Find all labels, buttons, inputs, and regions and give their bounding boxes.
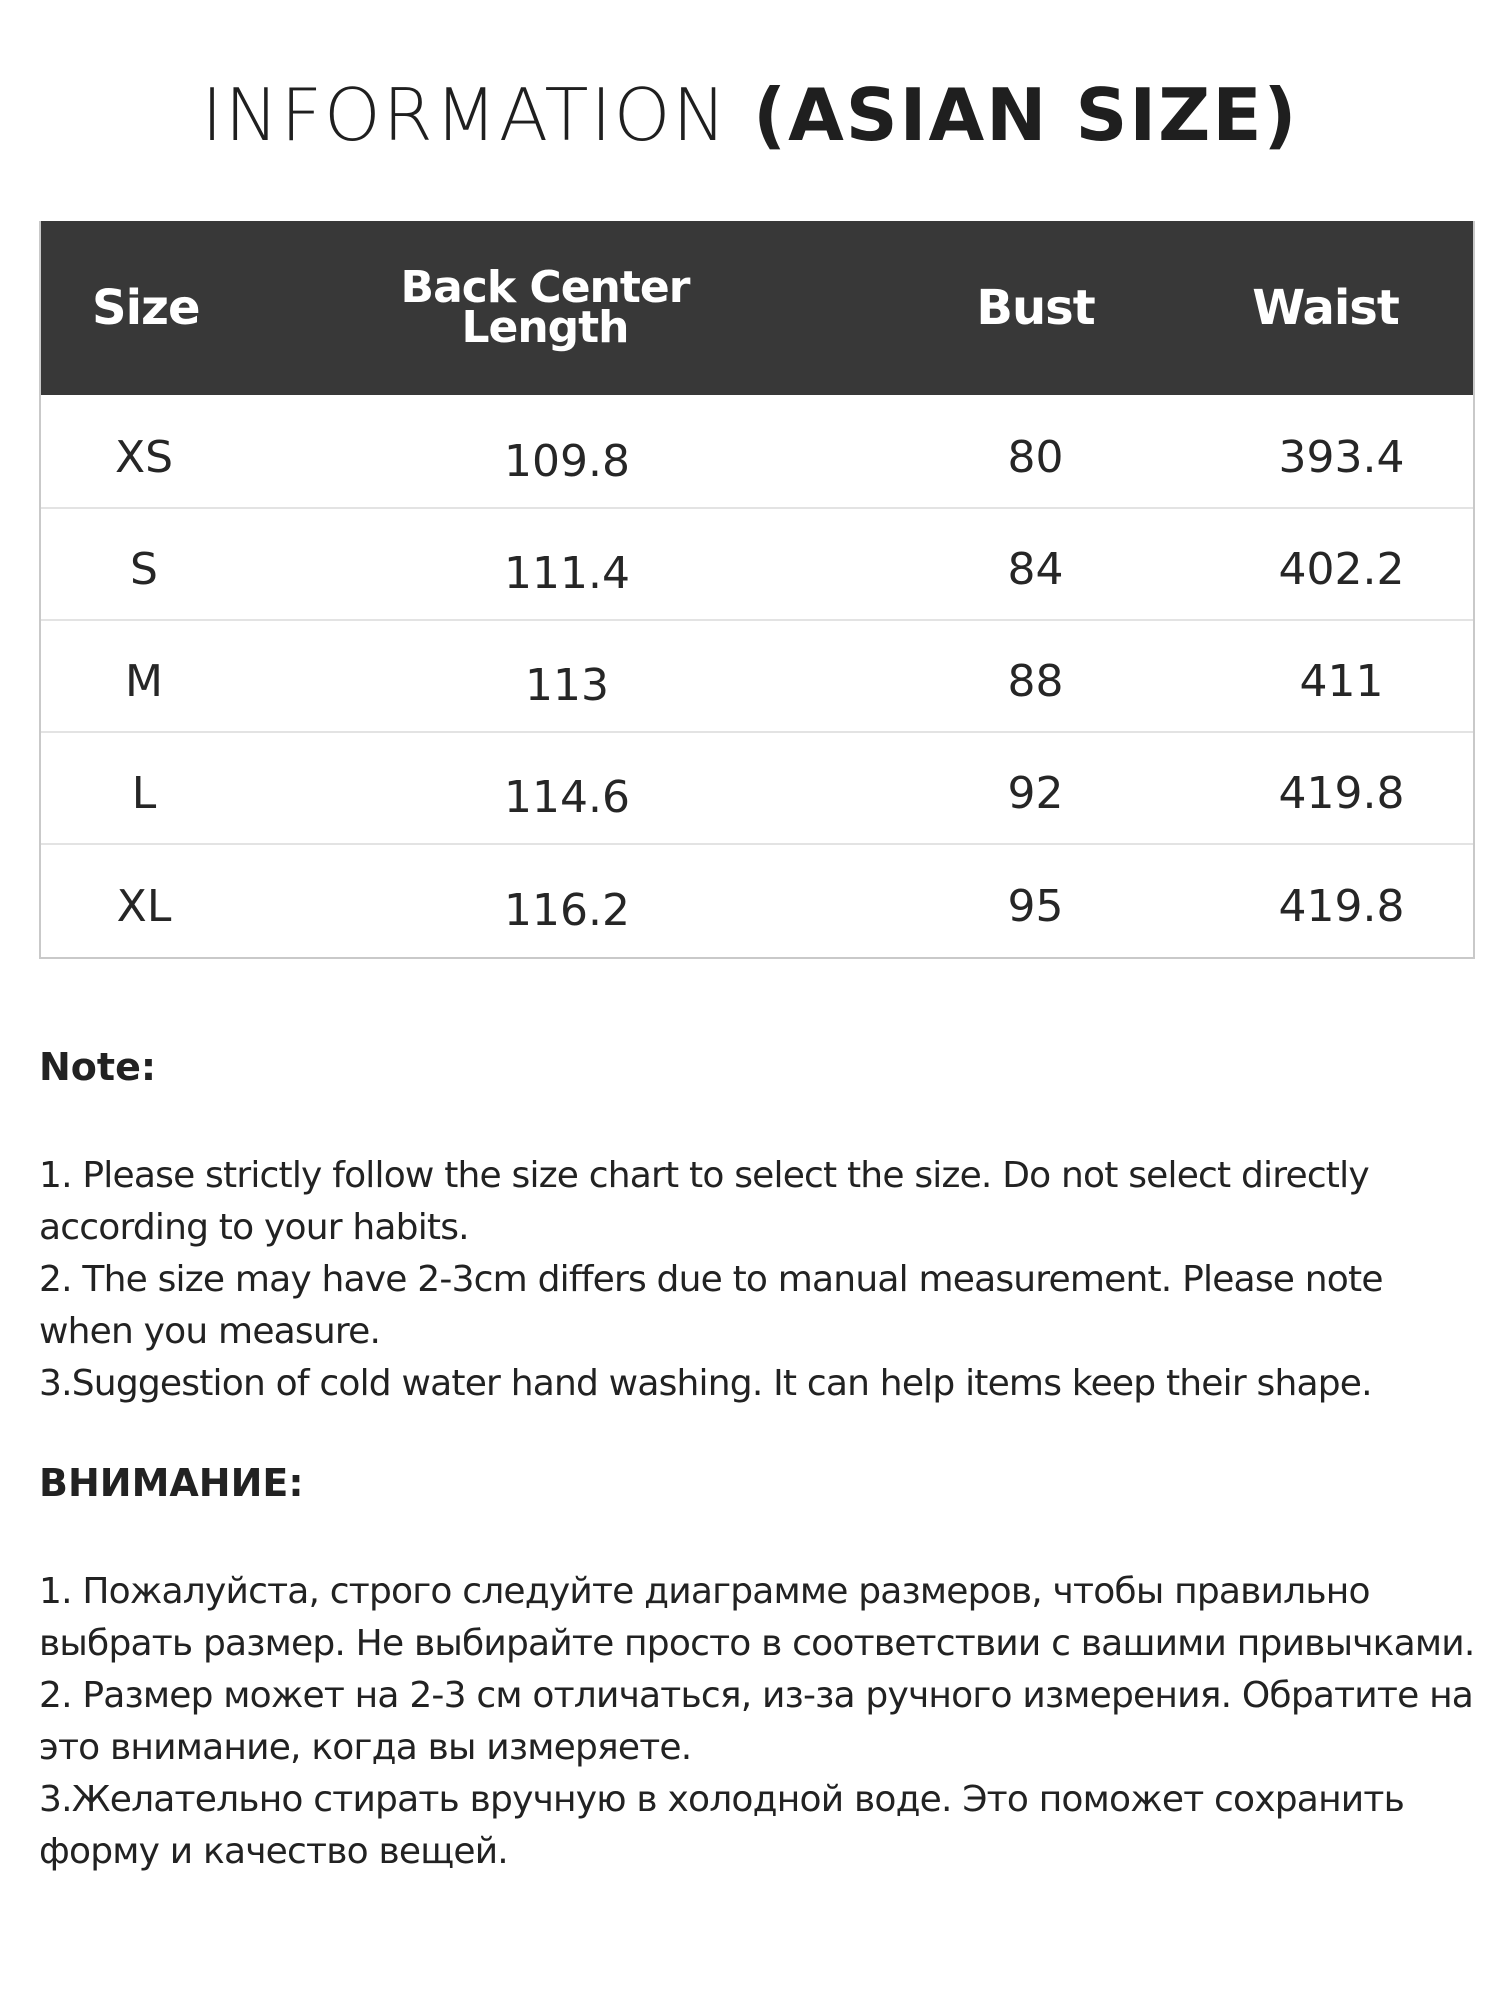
header-bust: Bust [976, 280, 1095, 336]
cell-bust: 80 [1007, 431, 1064, 483]
cell-bust: 84 [1007, 543, 1064, 595]
size-table [39, 221, 1475, 959]
table-row [41, 845, 1473, 957]
note-item: 1. Пожалуйста, строго следуйте диаграмме размеров, чтобы правильно выбрать размер. Не выбирайте просто в соответствии с вашими привычками. [39, 1571, 1475, 1664]
notes-english-heading: Note: [39, 1045, 157, 1089]
cell-bust: 88 [1007, 655, 1064, 707]
note-item: 2. The size may have 2-3cm differs due to manual measurement. Please note when you measure. [39, 1259, 1383, 1352]
cell-waist: 393.4 [1278, 431, 1405, 483]
cell-size: M [125, 655, 163, 707]
note-item: 1. Please strictly follow the size chart to select the size. Do not select directly according to your habits. [39, 1155, 1369, 1248]
cell-back-center-length: 109.8 [504, 435, 630, 487]
table-row [41, 397, 1473, 509]
title-bold-text: (ASIAN SIZE) [753, 73, 1299, 157]
cell-waist: 419.8 [1278, 767, 1405, 819]
cell-size: XS [114, 431, 174, 483]
cell-waist: 411 [1299, 655, 1384, 707]
header-waist: Waist [1252, 280, 1399, 336]
cell-size: S [130, 543, 158, 595]
table-header-row [41, 221, 1473, 395]
note-item: 3.Suggestion of cold water hand washing. It can help items keep their shape. [39, 1363, 1372, 1404]
title-light-text: INFORMATION [201, 73, 754, 157]
cell-back-center-length: 116.2 [504, 884, 630, 936]
notes-english-list [39, 1150, 1475, 1410]
header-back-center-length: Back Center Length [400, 262, 690, 353]
notes-russian-list [39, 1566, 1475, 1878]
page-title [0, 70, 1500, 161]
cell-size: L [131, 767, 157, 819]
cell-bust: 95 [1007, 880, 1064, 932]
table-row [41, 509, 1473, 621]
header-size: Size [92, 280, 200, 336]
cell-back-center-length: 111.4 [504, 547, 630, 599]
cell-back-center-length: 113 [525, 659, 609, 711]
cell-back-center-length: 114.6 [504, 771, 630, 823]
cell-bust: 92 [1007, 767, 1064, 819]
table-row [41, 621, 1473, 733]
cell-size: XL [116, 880, 172, 932]
table-row [41, 733, 1473, 845]
notes-russian-heading: ВНИМАНИЕ: [39, 1461, 304, 1505]
table-body [41, 395, 1473, 957]
cell-waist: 419.8 [1278, 880, 1405, 932]
note-item: 2. Размер может на 2-3 см отличаться, из-за ручного измерения. Обратите на это внимание, когда вы измеряете. [39, 1675, 1474, 1768]
note-item: 3.Желательно стирать вручную в холодной воде. Это поможет сохранить форму и качество вещей. [39, 1779, 1404, 1872]
notes-russian [39, 1458, 1475, 1878]
cell-waist: 402.2 [1278, 543, 1405, 595]
notes-english [39, 1042, 1475, 1410]
